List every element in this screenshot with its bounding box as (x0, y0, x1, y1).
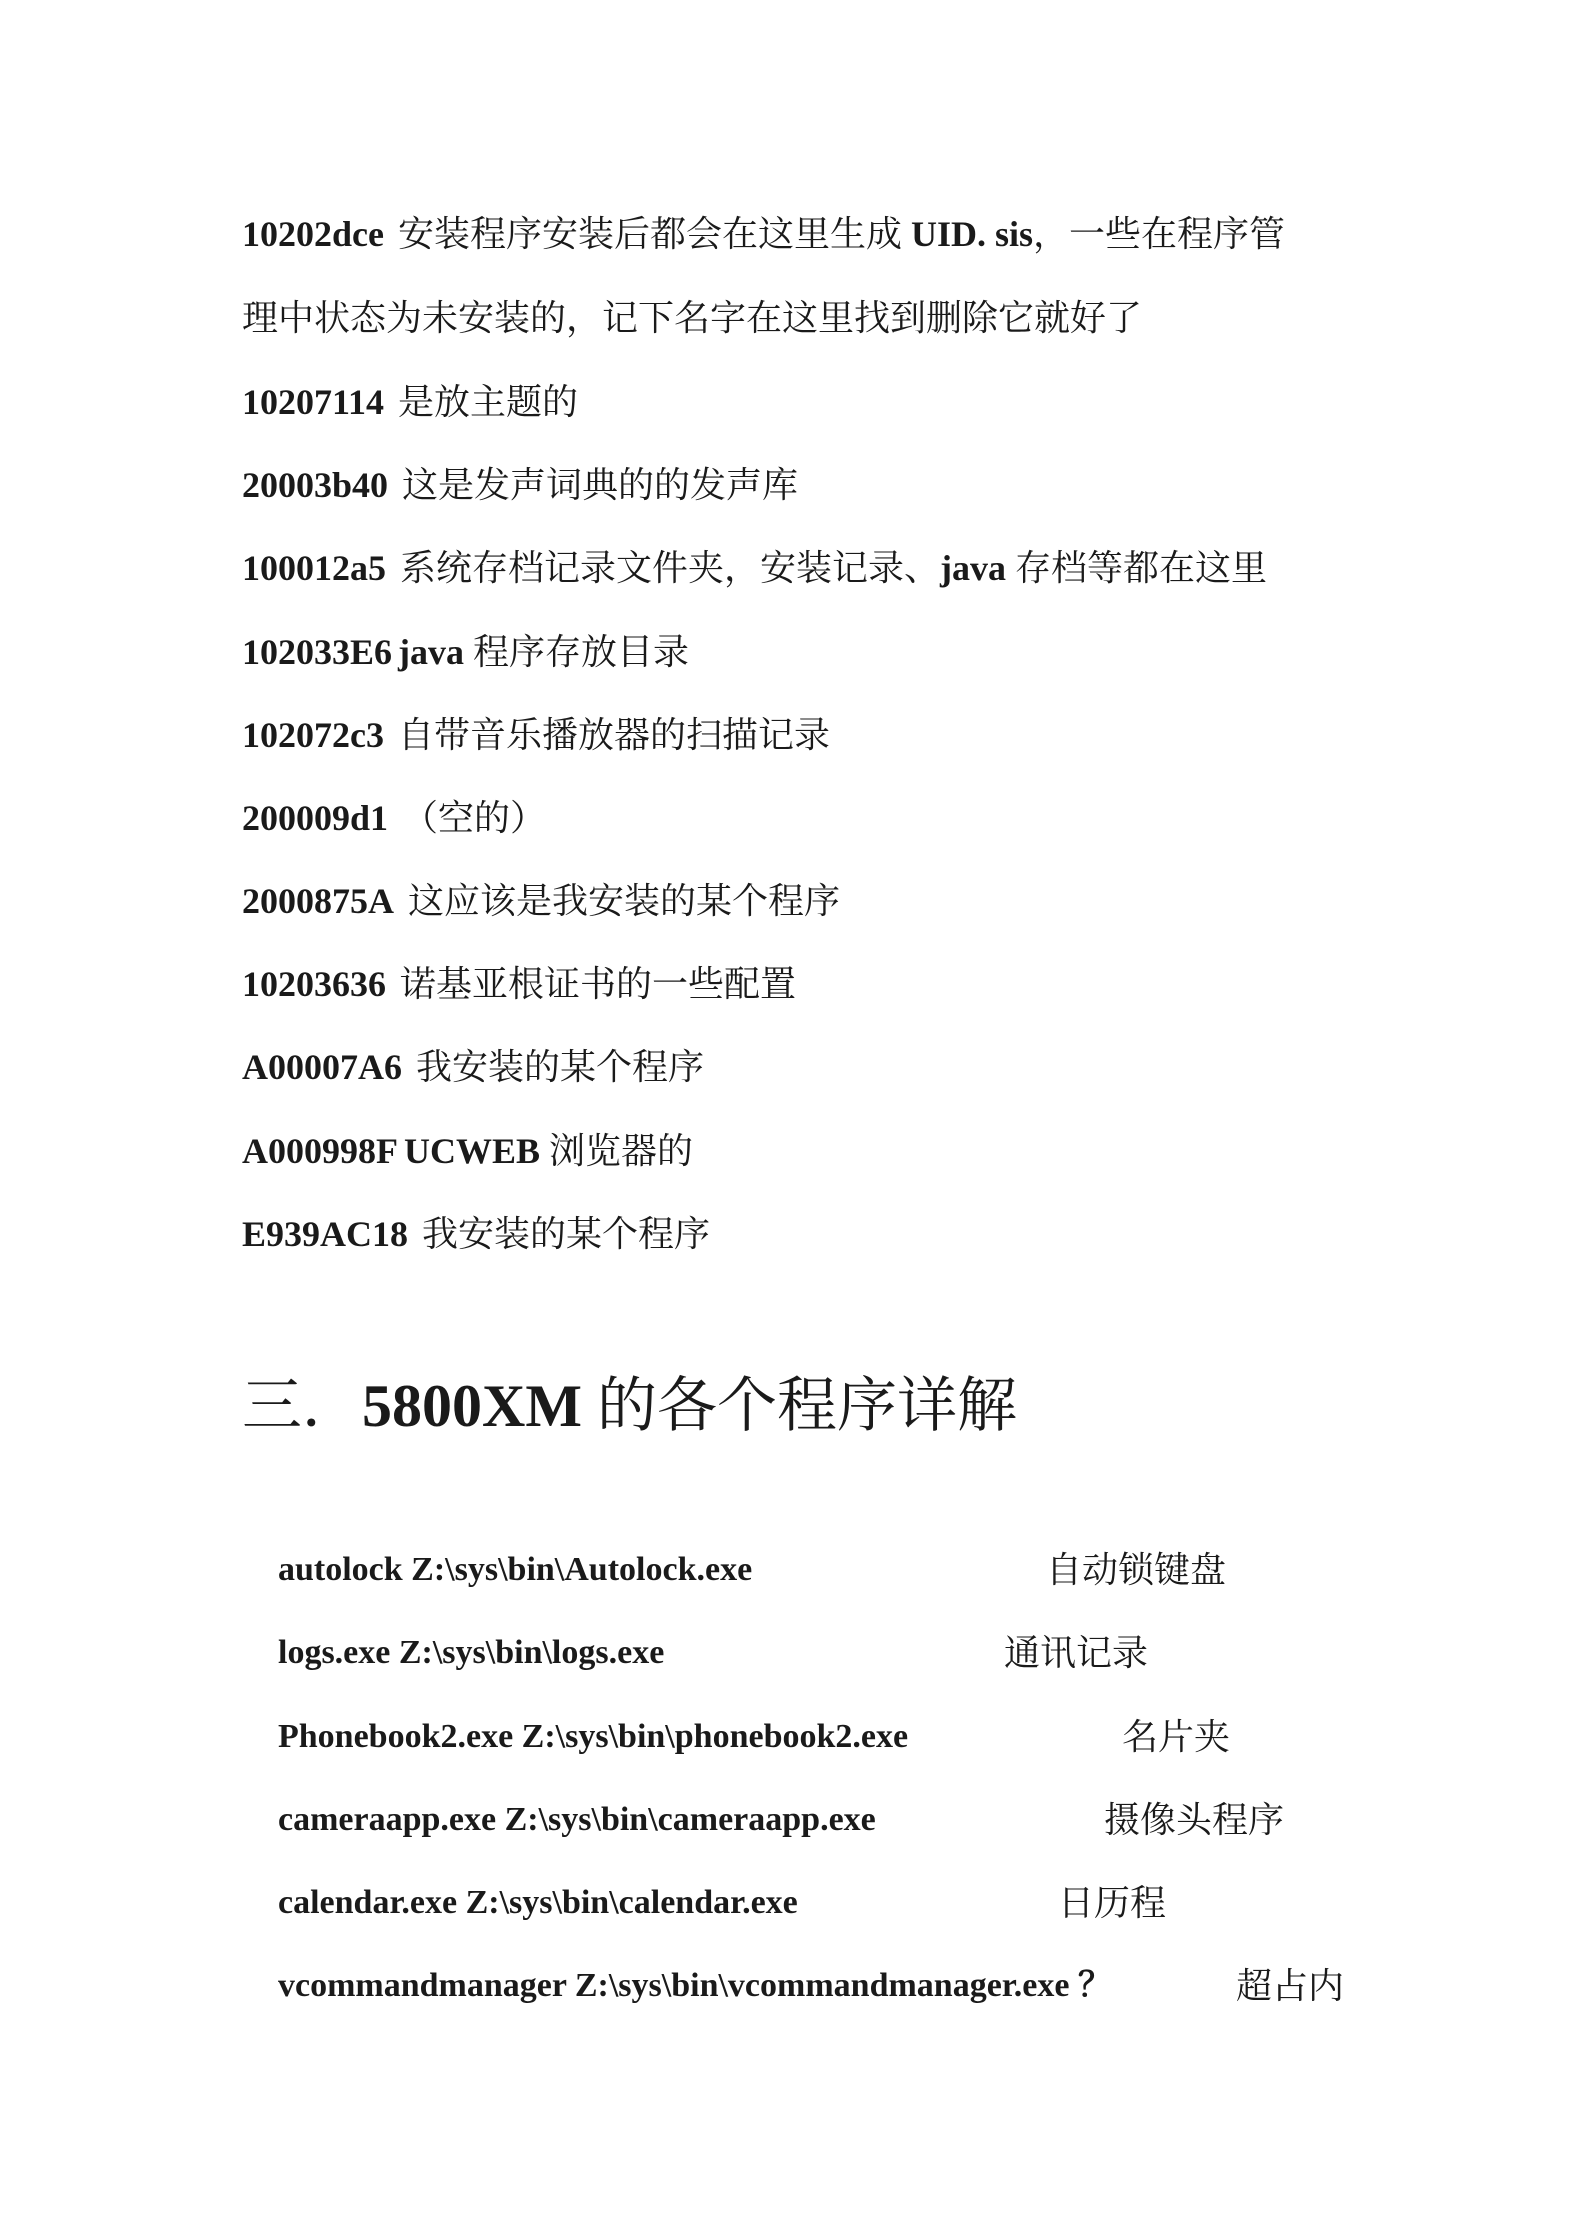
uid-desc-bold: java (940, 548, 1007, 588)
uid-code: 20003b40 (242, 465, 389, 505)
uid-desc: 是放主题的 (398, 382, 579, 422)
section-bold: 5800XM (362, 1373, 582, 1439)
uid-code: A000998F (242, 1131, 398, 1171)
uid-line (242, 796, 546, 840)
uid-code: 102072c3 (242, 715, 384, 755)
uid-desc: 这应该是我安装的某个程序 (408, 881, 841, 921)
uid-line (242, 962, 796, 1006)
program-path: vcommandmanager Z:\sys\bin\vcommandmanager.exe ？ (278, 1967, 1112, 2004)
program-desc: 名片夹 (1122, 1717, 1231, 1757)
uid-line (242, 713, 830, 757)
section-suffix: 的各个程序详解 (581, 1373, 1017, 1439)
uid-code: 10203636 (242, 964, 386, 1004)
program-path: logs.exe Z:\sys\bin\logs.exe (278, 1634, 665, 1671)
uid-desc-tail: 程序存放目录 (464, 632, 690, 672)
program-path: Phonebook2.exe Z:\sys\bin\phonebook2.exe (278, 1718, 909, 1755)
uid-line (242, 380, 578, 424)
uid-code: 10207114 (242, 382, 385, 422)
uid-code: E939AC18 (242, 1214, 409, 1254)
program-path: cameraapp.exe Z:\sys\bin\cameraapp.exe (278, 1801, 876, 1838)
uid-line (242, 630, 689, 674)
uid-desc: 系统存档记录文件夹，安装记录、 (400, 548, 941, 588)
uid-desc-bold: UID. sis (911, 214, 1034, 254)
uid-desc: 我安装的某个程序 (416, 1047, 705, 1087)
uid-line (242, 1129, 693, 1173)
uid-desc: 安装程序安装后都会在这里生成 (397, 214, 902, 254)
program-desc: 自动锁键盘 (1046, 1550, 1227, 1590)
program-path: autolock Z:\sys\bin\Autolock.exe (278, 1551, 753, 1588)
uid-line (242, 212, 1285, 256)
uid-desc: 自带音乐播放器的扫描记录 (397, 715, 830, 755)
uid-code: 102033E6 (242, 632, 393, 672)
uid-line (242, 879, 840, 923)
section-prefix: 三． (242, 1373, 362, 1439)
uid-line (242, 463, 798, 507)
uid-desc-bold: java (398, 632, 465, 672)
uid-line-continuation (242, 296, 1142, 340)
uid-code: A00007A6 (242, 1047, 402, 1087)
uid-code: 100012a5 (242, 548, 386, 588)
uid-desc-tail: 浏览器的 (540, 1131, 694, 1171)
program-desc: 超占内 (1236, 1966, 1345, 2006)
uid-code: 10202dce (242, 214, 384, 254)
uid-desc-tail: 存档等都在这里 (1006, 548, 1268, 588)
uid-desc-tail: ，一些在程序管 (1033, 214, 1286, 254)
uid-desc-bold: UCWEB (404, 1131, 541, 1171)
uid-line (242, 1212, 710, 1256)
uid-code: 200009d1 (242, 798, 389, 838)
program-desc: 日历程 (1058, 1883, 1167, 1923)
uid-desc: 这是发声词典的的发声库 (402, 465, 799, 505)
section-heading (242, 1368, 1017, 1444)
program-desc: 摄像头程序 (1104, 1800, 1285, 1840)
uid-desc: 我安装的某个程序 (422, 1214, 711, 1254)
uid-desc: 理中状态为未安装的，记下名字在这里找到删除它就好了 (242, 298, 1143, 338)
uid-desc: 诺基亚根证书的一些配置 (400, 964, 797, 1004)
uid-line (242, 1045, 704, 1089)
uid-line (242, 546, 1267, 590)
uid-code: 2000875A (242, 881, 394, 921)
program-desc: 通讯记录 (1004, 1633, 1149, 1673)
uid-desc: （空的） (402, 798, 547, 838)
program-path: calendar.exe Z:\sys\bin\calendar.exe (278, 1884, 798, 1921)
